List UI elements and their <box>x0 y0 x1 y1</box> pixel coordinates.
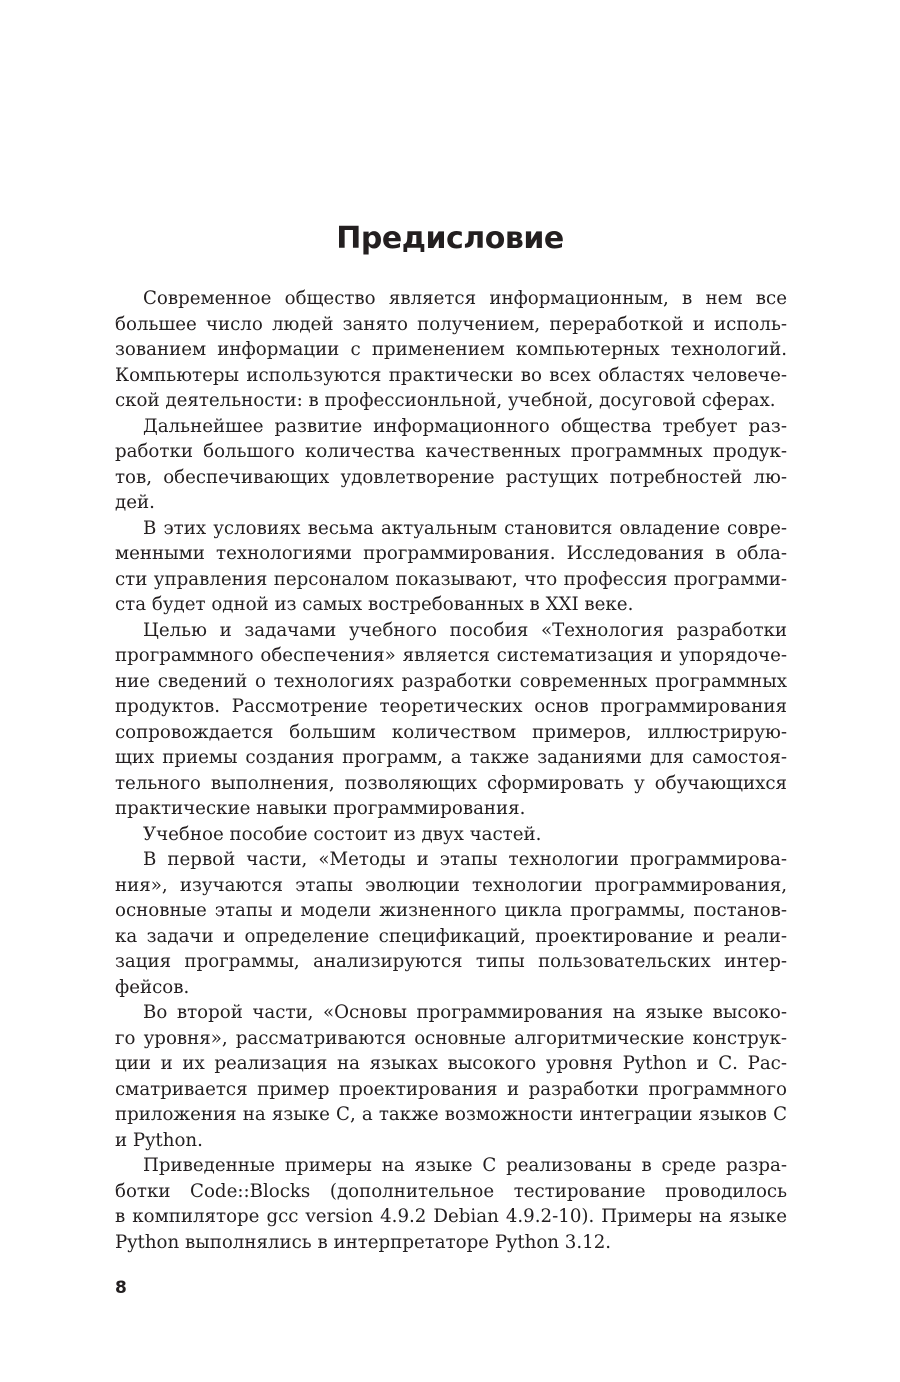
text-line: ции и их реализация на языках высокого уровня Python и С. Рас- <box>115 1053 787 1074</box>
preface-body <box>115 286 787 1255</box>
text-line: сопровождается большим количеством примеров, иллюстрирую- <box>115 721 787 743</box>
text-line: зация программы, анализируются типы пользовательских интер- <box>115 951 787 972</box>
text-line: менными технологиями программирования. Исследования в обла- <box>115 543 787 564</box>
page-title: Предисловие <box>336 221 564 256</box>
text-line: Компьютеры используются практически во всех областях человече- <box>115 364 787 386</box>
text-line: зованием информации с применением компьютерных технологий. <box>115 339 787 360</box>
text-line: приложения на языке С, а также возможности интеграции языков С <box>115 1104 787 1125</box>
text-line: ка задачи и определение спецификаций, проектирование и реали- <box>115 925 787 947</box>
paragraph <box>115 286 787 414</box>
text-line: сти управления персоналом показывают, что профессия программи- <box>115 568 787 590</box>
paragraph <box>115 1153 787 1255</box>
text-line: продуктов. Рассмотрение теоретических основ программирования <box>115 696 787 717</box>
text-line: фейсов. <box>115 976 190 998</box>
text-line: большее число людей занято получением, переработкой и исполь- <box>115 313 787 335</box>
paragraph <box>115 847 787 1000</box>
paragraph <box>115 516 787 618</box>
text-line: Приведенные примеры на языке С реализованы в среде разра- <box>143 1155 787 1176</box>
text-line: Современное общество является информационным, в нем все <box>143 288 787 309</box>
text-line: В этих условиях весьма актуальным становится овладение совре- <box>143 517 787 539</box>
text-line: программного обеспечения» является систематизация и упорядоче- <box>115 645 787 666</box>
text-line: ста будет одной из самых востребованных в XXI веке. <box>115 594 634 615</box>
paragraph <box>115 414 787 516</box>
text-line: В первой части, «Методы и этапы технологии программирова- <box>143 849 787 870</box>
text-line: и Python. <box>115 1129 203 1151</box>
text-line: тов, обеспечивающих удовлетворение растущих потребностей лю- <box>115 466 787 488</box>
text-line: го уровня», рассматриваются основные алгоритмические конструк- <box>115 1027 787 1049</box>
text-line: ской деятельности: в профессионльной, учебной, досуговой сферах. <box>115 390 776 411</box>
text-line: Во второй части, «Основы программирования на языке высоко- <box>143 1002 787 1023</box>
text-line: основные этапы и модели жизненного цикла программы, постанов- <box>115 900 787 921</box>
text-line: Дальнейшее развитие информационного общества требует раз- <box>143 415 787 437</box>
text-line: ботки Code::Blocks (дополнительное тестирование проводилось <box>115 1180 787 1202</box>
text-line: дей. <box>115 492 155 513</box>
text-line: практические навыки программирования. <box>115 798 526 819</box>
text-line: тельного выполнения, позволяющих сформировать у обучающихся <box>115 772 787 794</box>
paragraph <box>115 1000 787 1153</box>
text-line: щих приемы создания программ, а также заданиями для самостоя- <box>115 747 787 768</box>
text-line: Целью и задачами учебного пособия «Технология разработки <box>143 619 787 641</box>
text-line: Python выполнялись в интерпретаторе Python 3.12. <box>115 1231 612 1253</box>
text-line: Учебное пособие состоит из двух частей. <box>143 823 542 845</box>
text-line: в компиляторе gcc version 4.9.2 Debian 4.9.2-10). Примеры на языке <box>115 1206 787 1227</box>
text-line: ние сведений о технологиях разработки современных программных <box>115 670 787 692</box>
page-number: 8 <box>115 1278 127 1298</box>
text-line: ния», изучаются этапы эволюции технологии программирования, <box>115 874 787 896</box>
text-line: сматривается пример проектирования и разработки программного <box>115 1078 787 1100</box>
paragraph <box>115 618 787 822</box>
text-line: работки большого количества качественных программных продук- <box>115 441 787 462</box>
paragraph <box>115 822 787 848</box>
